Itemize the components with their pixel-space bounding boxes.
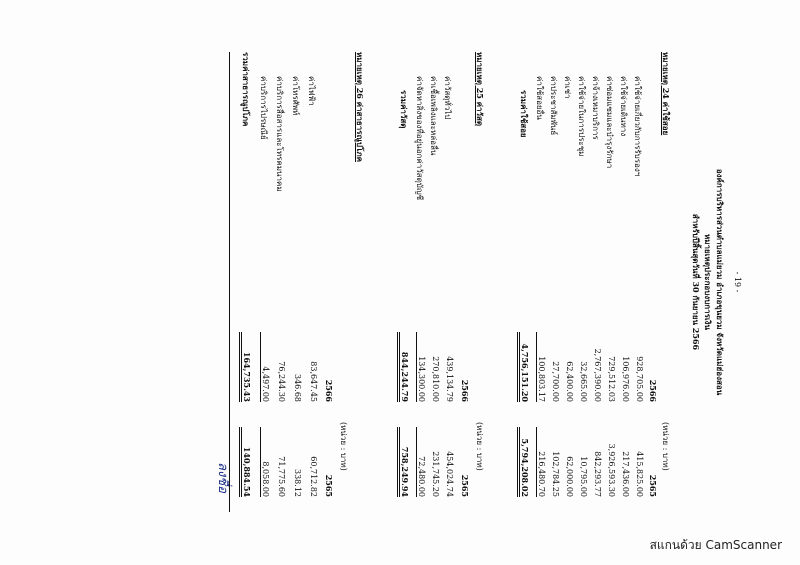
note26-row-label: ค่าไฟฟ้า (307, 76, 316, 106)
note25-row-2565: 72,480.00 (416, 427, 426, 497)
note24-row-2565: 10,795.00 (579, 456, 588, 497)
note24-row-label: ค่าซ่อมแซมและบำรุงรักษา (605, 76, 614, 169)
note25-row-2566: 270,810.00 (431, 356, 440, 402)
note25-total-2565: 758,249.94 (397, 427, 410, 497)
note24-row-2565: 3,926,593.30 (607, 443, 616, 497)
note24-row-label: ค่าเช่า (563, 76, 572, 99)
note24-row-label: ค่าประชาสัมพันธ์ (549, 76, 558, 136)
note24-year-2565: 2565 (648, 474, 658, 497)
note24-row-2566: 928,705.00 (635, 356, 644, 402)
note25-year-2566: 2566 (460, 379, 470, 402)
note26-row-2565: 60,712.82 (309, 456, 318, 497)
note24-row-2566: 729,512.03 (607, 356, 616, 402)
note26-row-label: ค่าบริการสื่อสารและโทรคมนาคม (275, 76, 284, 192)
note26-row-2566: 76,244.30 (277, 361, 286, 402)
note24-row-2565: 415,825.00 (635, 451, 644, 497)
note24-row-2565: 62,000.00 (565, 456, 574, 497)
note26-year-2565: 2565 (324, 474, 334, 497)
note24-row-label: ค่าใช้จ่ายเดินทาง (619, 76, 628, 137)
signature-initials: ลงชื่อ (215, 462, 230, 493)
note24-row-2566: 106,976.00 (621, 356, 630, 402)
note24-total-2566: 4,756,151.20 (517, 332, 530, 402)
rotated-document-sheet (50, 42, 750, 522)
note26-total-2566: 164,735.43 (239, 332, 252, 402)
note25-row-2565: 454,024.74 (445, 451, 454, 497)
note26-title: หมายเหตุ 26 ค่าสาธารณูปโภค (355, 52, 365, 162)
note26-year-2566: 2566 (324, 379, 334, 402)
note24-row-label: ค่าใช้จ่ายเกี่ยวกับการรับรองฯ (633, 76, 642, 177)
note24-row-2565: 217,436.00 (621, 451, 630, 497)
note26-row-label: ค่าบริการไปรษณีย์ (259, 76, 268, 140)
note26-unit: (หน่วย : บาท) (339, 422, 348, 471)
note24-row-2566: 32,665.00 (579, 361, 588, 402)
note24-row-2565: 842,293.77 (593, 451, 602, 497)
note26-row-2565: 338.12 (293, 469, 302, 497)
note24-row-label: ค่าใช้จ่ายในการประชุม (577, 76, 586, 157)
note25-row-2566: 439,134.79 (445, 356, 454, 402)
note24-row-label: ค่าใช้สอยอื่น (535, 76, 544, 120)
page-bottom-rule (229, 52, 230, 512)
note24-total-2565: 5,794,208.02 (517, 427, 530, 497)
note24-row-2566: 62,400.00 (565, 361, 574, 402)
note25-row-2566: 134,300.00 (416, 332, 426, 402)
note26-total-2565: 140,884.54 (239, 427, 252, 497)
note25-row-label: ค่าวัสดุทั่วไป (443, 76, 452, 120)
note25-unit: (หน่วย : บาท) (475, 422, 484, 471)
note25-year-2565: 2565 (460, 474, 470, 497)
note24-row-2565: 216,480.70 (536, 427, 546, 497)
note24-year-2566: 2566 (648, 379, 658, 402)
note24-row-2566: 100,803.17 (536, 332, 546, 402)
note24-row-2565: 102,784.25 (551, 451, 560, 497)
note26-row-label: ค่าโทรศัพท์ (291, 76, 300, 116)
note25-row-label: ค่าจัดหาสิ่งของที่อยู่นอกค่าวัสดุบัญชี (415, 76, 424, 201)
note24-row-2566: 2,767,390.00 (593, 348, 602, 402)
note24-title: หมายเหตุ 24 ค่าใช้สอย (661, 52, 671, 136)
report-title: หมายเหตุประกอบงบการเงิน (703, 233, 713, 331)
note25-total-2566: 844,244.79 (397, 332, 410, 402)
note26-row-2566: 83,647.45 (309, 361, 318, 402)
note26-row-2565: 71,775.60 (277, 456, 286, 497)
note25-row-2565: 231,745.20 (431, 451, 440, 497)
note25-row-label: ค่าเชื้อเพลิงและหล่อลื่น (429, 76, 438, 156)
note24-total-label: รวมค่าใช้สอย (519, 90, 529, 138)
note24-row-2566: 27,700.00 (551, 361, 560, 402)
note25-total-label: รวมค่าวัสดุ (399, 90, 409, 129)
note25-title: หมายเหตุ 25 ค่าวัสดุ (475, 52, 485, 127)
page-number: - 19 - (733, 271, 742, 293)
camscanner-watermark: สแกนด้วย CamScanner (649, 538, 782, 552)
note26-row-2565: 8,058.00 (260, 427, 270, 497)
note24-unit: (หน่วย : บาท) (661, 422, 670, 471)
note24-row-label: ค่าจ้างเหมาบริการ (591, 76, 600, 140)
report-period: สำหรับปีสิ้นสุดวันที่ 30 กันยายน 2566 (691, 213, 701, 351)
note26-row-2566: 346.68 (293, 374, 302, 402)
note26-total-label: รวมค่าสาธารณูปโภค (241, 52, 251, 127)
note26-row-2566: 4,497.00 (260, 332, 270, 402)
organization-name: องค์การบริหารส่วนตำบลแม่ยวม อำเภอขุนยวม จังหวัดแม่ฮ่องสอน (715, 168, 725, 396)
